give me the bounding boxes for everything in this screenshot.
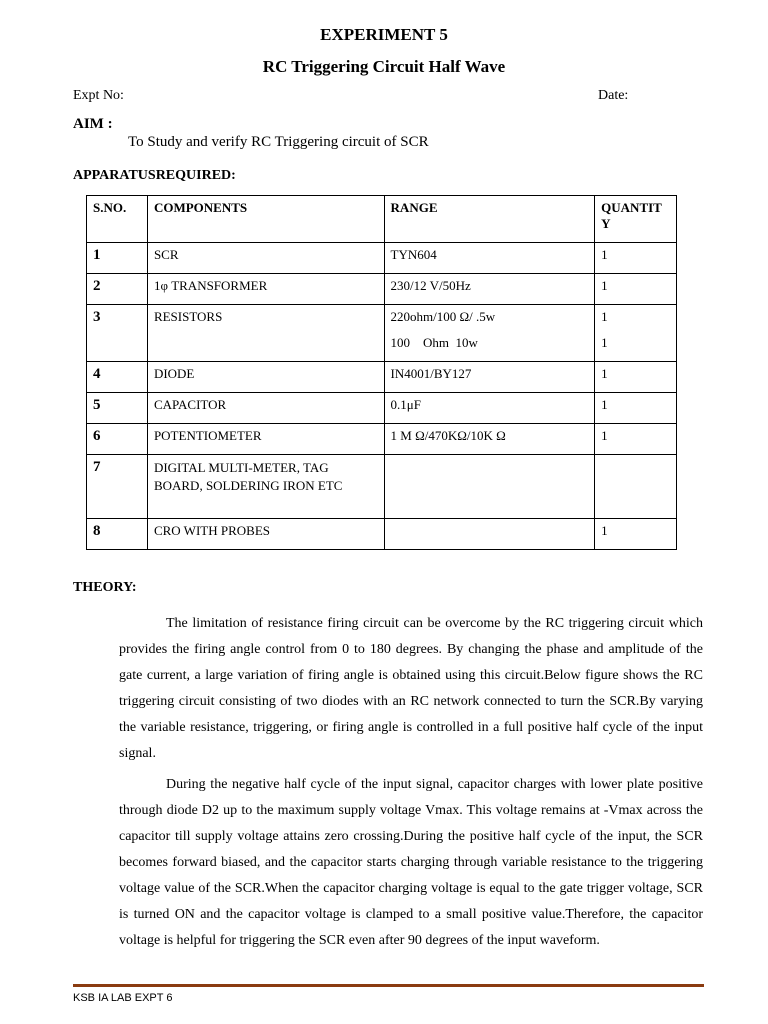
date-label: Date: [598,88,629,103]
table-row [87,274,677,305]
row-component: SCR [147,243,384,274]
row-component: 1φ TRANSFORMER [147,274,384,305]
table-row [87,305,677,362]
row-sno: 3 [87,305,148,362]
row-range-cell [384,305,595,362]
theory-paragraph-2: During the negative half cycle of the input signal, capacitor charges with lower plate positive through diode D2 up to the maximum supply voltage Vmax. This voltage remains at -Vmax across the capacitor till supply voltage attains zero crossing.During the positive half cycle of the input, the SCR becomes forward biased, and the capacitor starts charging through variable resistance to the triggering voltage value of the SCR.When the capacitor charging voltage is equal to the gate trigger voltage, SCR is turned ON and the capacitor voltage is clamped to a small positive value.Therefore, the capacitor voltage is helpful for triggering the SCR even after 90 degrees of the input waveform. [119,777,703,948]
row-range: IN4001/BY127 [384,362,595,393]
row-qty: 1 [601,309,608,324]
row-qty: 1 [595,362,677,393]
row-range: 230/12 V/50Hz [384,274,595,305]
row-range: 1 M Ω/470KΩ/10K Ω [384,424,595,455]
theory-heading: THEORY: [73,580,137,595]
row-qty: 1 [595,393,677,424]
row-range: 220ohm/100 Ω/ .5w [390,309,496,324]
row-component: DIGITAL MULTI-METER, TAG BOARD, SOLDERING IRON ETC [147,455,384,519]
apparatus-table [86,195,677,550]
table-row [87,243,677,274]
row-qty: 1 [595,243,677,274]
row-range: 0.1μF [384,393,595,424]
row-sno: 2 [87,274,148,305]
expt-no-label: Expt No: [73,88,124,103]
row-qty: 1 [595,519,677,550]
table-row [87,362,677,393]
column-header-quantity: QUANTITY [595,196,677,243]
row-component: DIODE [147,362,384,393]
page-subtitle: RC Triggering Circuit Half Wave [262,57,506,76]
row-component: POTENTIOMETER [147,424,384,455]
row-qty: 1 [595,424,677,455]
apparatus-heading: APPARATUSREQUIRED: [73,168,236,183]
row-component: CRO WITH PROBES [147,519,384,550]
aim-heading: AIM : [73,116,113,132]
footer-text: KSB IA LAB EXPT 6 [73,992,173,1004]
page-title: EXPERIMENT 5 [320,25,448,44]
row-qty: 1 [595,274,677,305]
row-sno: 5 [87,393,148,424]
row-sno: 4 [87,362,148,393]
row-sno: 6 [87,424,148,455]
column-header-sno: S.NO. [87,196,148,243]
row-sno: 8 [87,519,148,550]
row-qty-cell [595,305,677,362]
table-row [87,519,677,550]
column-header-components: COMPONENTS [147,196,384,243]
footer-rule [73,984,704,987]
row-qty-secondary: 1 [601,335,608,350]
table-row [87,424,677,455]
theory-paragraph-1: The limitation of resistance firing circuit can be overcome by the RC triggering circuit which provides the firing angle control from 0 to 180 degrees. By changing the phase and amplitude of the gate current, a large variation of firing angle is obtained using this circuit.Below figure shows the RC triggering circuit consisting of two diodes with an RC network connected to turn the SCR.By varying the variable resistance, triggering, or firing angle is controlled in a full positive half cycle of the input signal. [119,616,703,761]
row-range [384,455,595,519]
aim-text: To Study and verify RC Triggering circuit of SCR [128,134,429,150]
table-row [87,455,677,519]
row-component: CAPACITOR [147,393,384,424]
row-range-secondary: 100 Ohm 10w [390,335,478,350]
row-qty [595,455,677,519]
row-sno: 1 [87,243,148,274]
table-row [87,393,677,424]
row-sno: 7 [87,455,148,519]
column-header-range: RANGE [384,196,595,243]
row-range: TYN604 [384,243,595,274]
row-range [384,519,595,550]
row-component: RESISTORS [147,305,384,362]
